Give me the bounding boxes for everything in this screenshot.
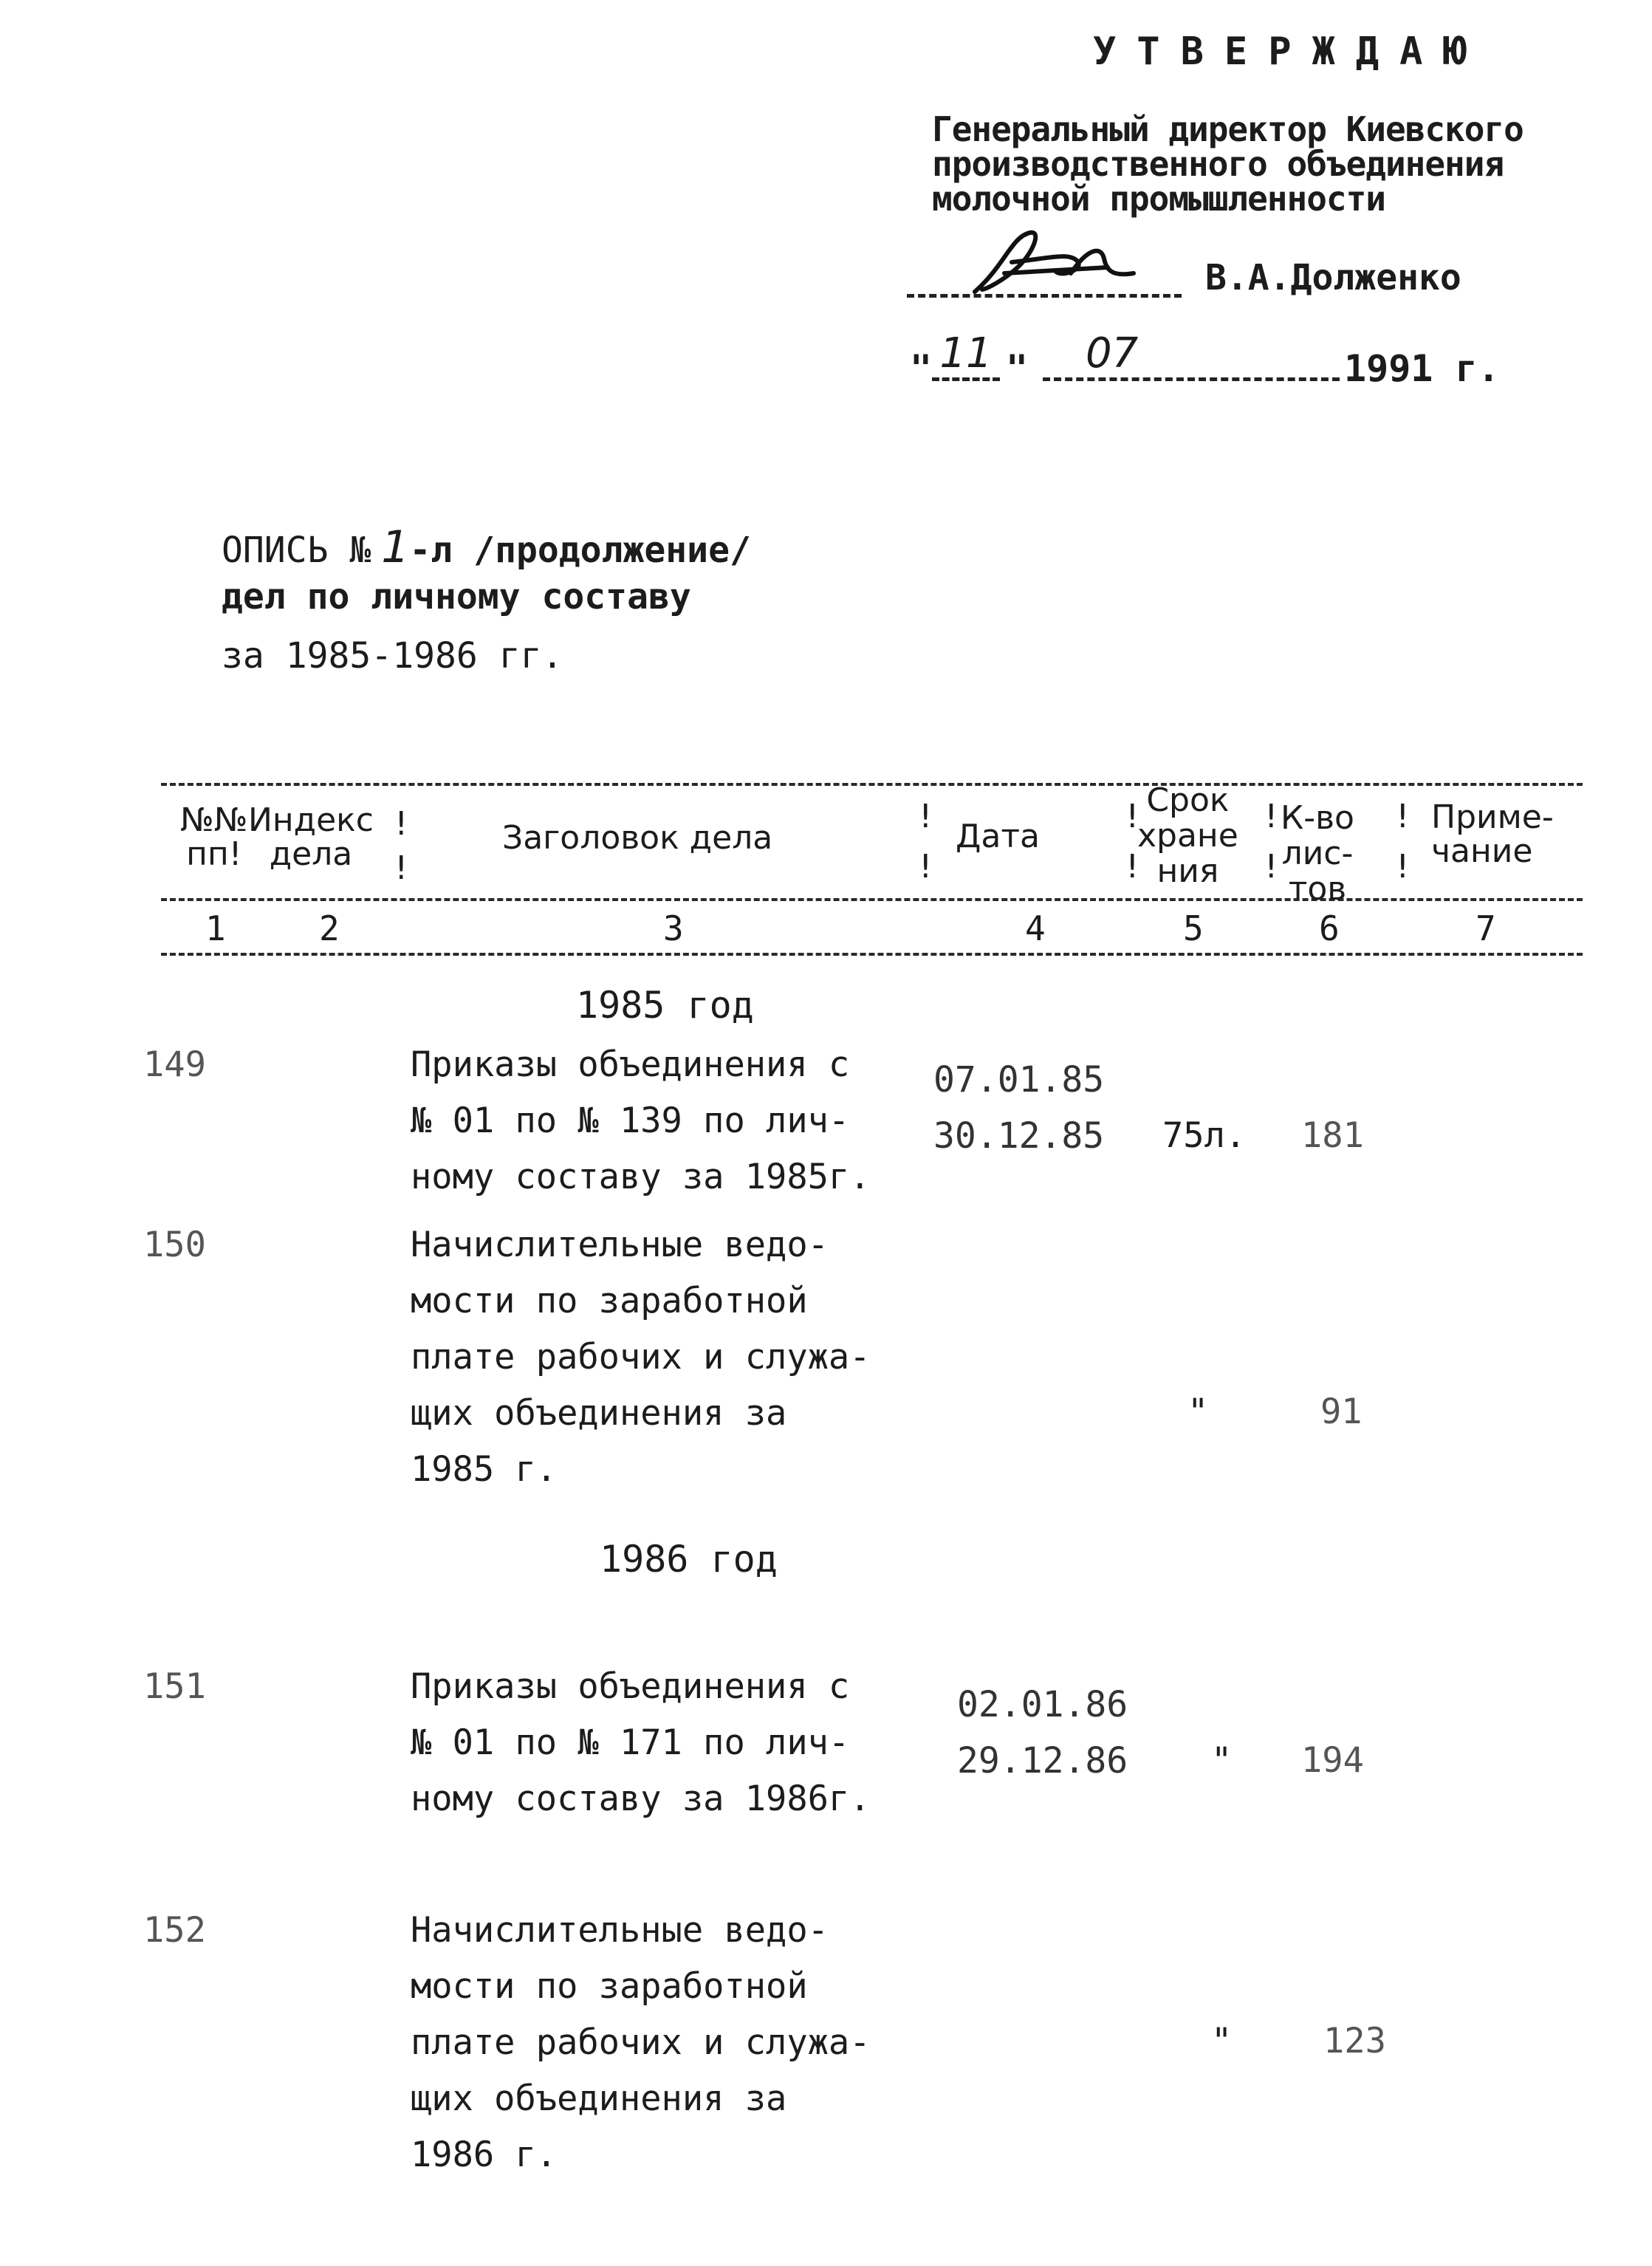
table-top-rule bbox=[161, 783, 1583, 786]
table-numbers-rule bbox=[161, 953, 1583, 956]
row-sheet-count: 181 bbox=[1301, 1115, 1364, 1156]
approval-date-year: 1991 г. bbox=[1344, 347, 1500, 390]
row-number: 150 bbox=[143, 1225, 206, 1265]
header-separator: ! bbox=[1123, 798, 1142, 835]
row-sheet-count: 91 bbox=[1320, 1392, 1363, 1432]
header-separator: ! bbox=[391, 849, 411, 887]
header-col-1: №№ пп! bbox=[180, 801, 248, 873]
handwritten-signature bbox=[960, 222, 1152, 303]
header-col-6: К-во лис- тов bbox=[1281, 799, 1354, 908]
approval-line-3: молочной промышленности bbox=[932, 179, 1385, 219]
row-title: Приказы объединения с № 01 по № 171 по лич- ному составу за 1986г. bbox=[411, 1666, 871, 1819]
header-col-3: Заголовок дела bbox=[502, 819, 773, 857]
table-header-rule bbox=[161, 898, 1583, 901]
approval-line-1: Генеральный директор Киевского bbox=[932, 109, 1524, 149]
header-separator: ! bbox=[1393, 848, 1413, 886]
header-separator: ! bbox=[916, 848, 936, 886]
row-number: 151 bbox=[143, 1666, 206, 1707]
header-separator: ! bbox=[1393, 798, 1413, 835]
header-col-4: Дата bbox=[956, 818, 1040, 855]
row-number: 152 bbox=[143, 1910, 206, 1951]
row-retention-term: 75л. bbox=[1162, 1115, 1247, 1156]
approval-line-2: производственного объединения bbox=[932, 144, 1504, 184]
header-separator: ! bbox=[1123, 848, 1142, 886]
approval-date-day: 11 bbox=[932, 329, 1000, 381]
row-sheet-count: 194 bbox=[1301, 1740, 1364, 1781]
opis-suffix: -л /продолжение/ bbox=[409, 530, 751, 571]
row-title: Приказы объединения с № 01 по № 139 по лич- ному составу за 1985г. bbox=[411, 1044, 871, 1197]
approval-date-quote-close: " bbox=[1006, 347, 1029, 390]
signature-line bbox=[907, 294, 1182, 298]
column-number: 7 bbox=[1476, 908, 1496, 948]
header-separator: ! bbox=[1261, 848, 1281, 886]
approval-title: УТВЕРЖДАЮ bbox=[1093, 30, 1487, 74]
opis-period: за 1985-1986 гг. bbox=[222, 635, 563, 677]
column-number: 5 bbox=[1183, 908, 1204, 948]
header-separator: ! bbox=[916, 798, 936, 835]
row-sheet-count: 123 bbox=[1323, 2021, 1386, 2061]
header-col-5: Срок хране ния bbox=[1137, 781, 1238, 890]
header-col-2: Индекс дела bbox=[248, 801, 374, 873]
row-retention-term: " bbox=[1211, 1740, 1233, 1781]
approval-date-quote-open: " bbox=[910, 347, 933, 390]
signer-name: В.А.Долженко bbox=[1205, 257, 1461, 298]
row-number: 149 bbox=[143, 1044, 206, 1085]
approval-date-month: 07 bbox=[1043, 329, 1340, 381]
header-separator: ! bbox=[391, 805, 411, 843]
row-title: Начислительные ведо- мости по заработной плате рабочих и служа- щих объединения за 1985 г. bbox=[411, 1225, 871, 1490]
row-retention-term: " bbox=[1187, 1392, 1209, 1432]
column-number: 3 bbox=[663, 908, 684, 948]
column-number: 6 bbox=[1319, 908, 1340, 948]
opis-prefix: ОПИСЬ № bbox=[222, 530, 371, 571]
column-number: 4 bbox=[1025, 908, 1046, 948]
opis-subtitle: дел по личному составу bbox=[222, 576, 691, 617]
row-dates: 02.01.86 29.12.86 bbox=[957, 1684, 1128, 1781]
year-heading-1985: 1985 год bbox=[576, 984, 754, 1027]
row-dates: 07.01.85 30.12.85 bbox=[933, 1059, 1105, 1157]
row-title: Начислительные ведо- мости по заработной плате рабочих и служа- щих объединения за 1986 г. bbox=[411, 1910, 871, 2175]
header-separator: ! bbox=[1261, 798, 1281, 835]
opis-number: 1 bbox=[381, 521, 410, 573]
header-col-7: Приме- чание bbox=[1431, 798, 1554, 870]
row-retention-term: " bbox=[1211, 2021, 1233, 2061]
column-number: 1 bbox=[205, 908, 226, 948]
year-heading-1986: 1986 год bbox=[600, 1538, 778, 1581]
opis-heading bbox=[222, 521, 751, 573]
column-number: 2 bbox=[319, 908, 340, 948]
